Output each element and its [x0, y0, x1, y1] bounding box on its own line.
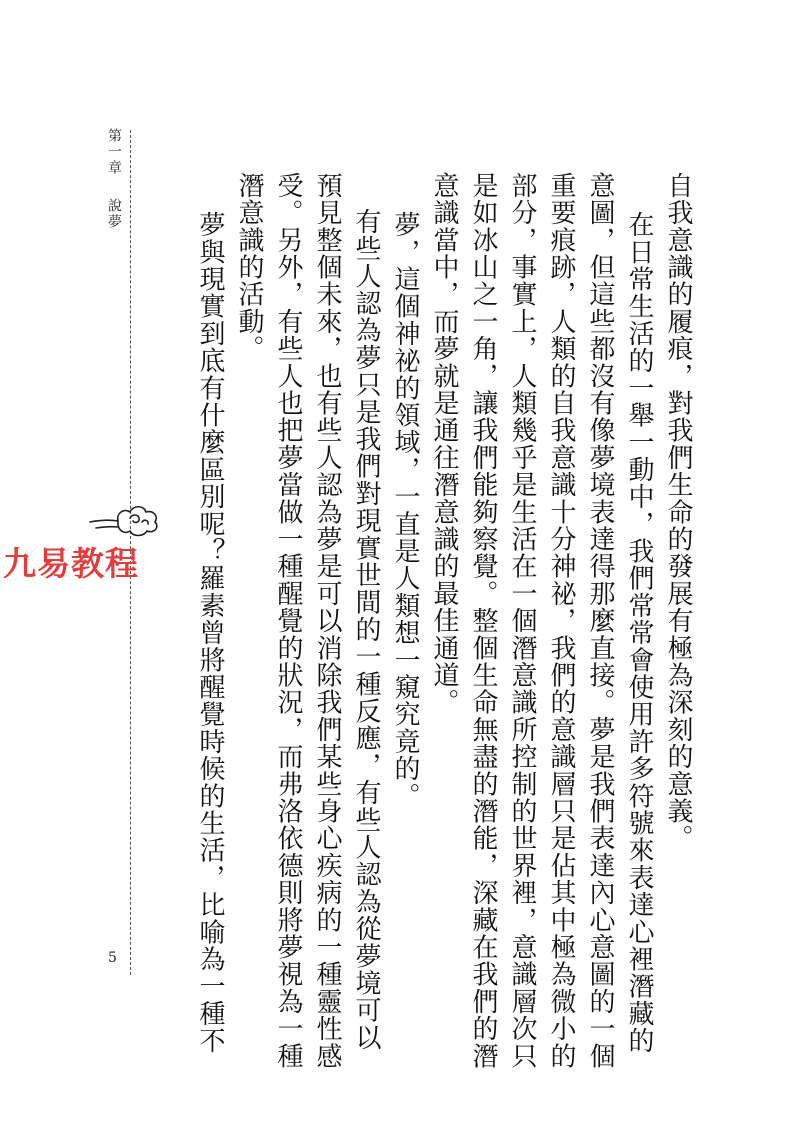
- cloud-ornament-icon: [86, 502, 162, 540]
- running-head: [104, 128, 124, 230]
- text-column-7: 意識當中，而夢就是通往潛意識的最佳通道。: [429, 172, 459, 716]
- text-column-9: 有些人認為夢只是我們對現實世間的一種反應，有些人認為從夢境可以: [351, 208, 381, 1052]
- text-column-10: 預見整個未來，也有些人認為夢是可以消除我們某些身心疾病的一種靈性感: [312, 172, 342, 1070]
- text-column-1: 自我意識的履痕，對我們生命的發展有極為深刻的意義。: [663, 172, 693, 852]
- text-column-4: 重要痕跡，人類的自我意識十分神祕，我們的意識層只是佔其中極為微小的: [546, 172, 576, 1070]
- chapter-label: 第一章: [106, 128, 122, 176]
- text-column-3: 意圖，但這些都沒有像夢境表達得那麼直接。夢是我們表達內心意圖的一個: [585, 172, 615, 1070]
- watermark-text: 九易教程: [3, 544, 139, 583]
- text-column-11: 受。另外，有些人也把夢當做一種醒覺的狀況，而弗洛依德則將夢視為一種: [273, 172, 303, 1070]
- text-column-2: 在日常生活的一舉一動中，我們常常會使用許多符號來表達心裡潛藏的: [624, 184, 654, 1055]
- text-column-6: 是如冰山之一角，讓我們能夠察覺。整個生命無盡的潛能，深藏在我們的潛: [468, 172, 498, 1070]
- text-column-8: 夢，這個神祕的領域，一直是人類想一窺究竟的。: [390, 184, 420, 810]
- text-column-5: 部分，事實上，人類幾乎是生活在一個潛意識所控制的世界裡，意識層次只: [507, 172, 537, 1070]
- chapter-title: 說夢: [106, 198, 122, 230]
- page-number: 5: [108, 950, 117, 966]
- text-column-12: 潛意識的活動。: [234, 172, 264, 363]
- text-column-13: 夢與現實到底有什麼區別呢？羅素曾將醒覺時候的生活，比喻為一種不: [195, 184, 225, 1055]
